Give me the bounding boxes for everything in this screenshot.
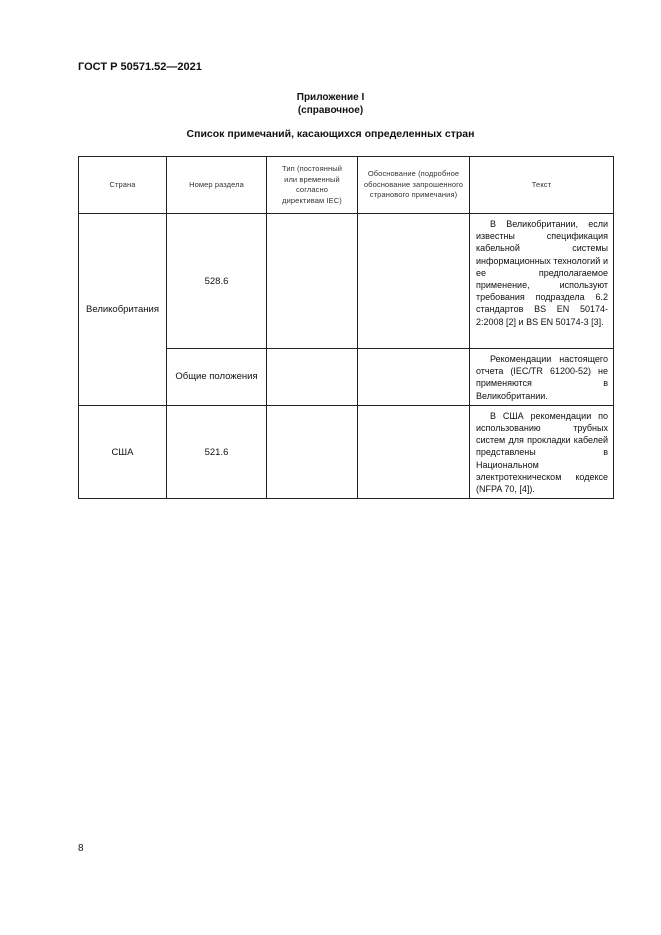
list-title: Список примечаний, касающихся определенных стран: [186, 128, 475, 140]
col-header-justification: Обоснование (подробное обоснование запрошенного странового примечания): [358, 157, 470, 214]
col-header-country: Страна: [79, 157, 167, 214]
col-header-text: Текст: [470, 157, 614, 214]
cell-section: 521.6: [167, 405, 267, 498]
country-notes-table: [78, 156, 614, 499]
appendix-status: (справочное): [297, 105, 364, 116]
appendix-title: Приложение I: [296, 92, 365, 103]
cell-justification: [358, 349, 470, 406]
table-row: [79, 214, 614, 349]
page-number: 8: [78, 843, 84, 854]
cell-section: 528.6: [167, 214, 267, 349]
cell-type: [267, 214, 358, 349]
table-row: [79, 405, 614, 498]
document-code: ГОСТ Р 50571.52—2021: [78, 61, 202, 73]
cell-justification: [358, 214, 470, 349]
cell-type: [267, 349, 358, 406]
cell-section: Общие положения: [167, 349, 267, 406]
cell-country: США: [79, 405, 167, 498]
cell-type: [267, 405, 358, 498]
cell-text: В США рекомендации по использованию трубных систем для прокладки кабелей представлены в Национальном электротехническом кодексе (NFPA 70, [4]).: [470, 405, 614, 498]
col-header-section: Номер раздела: [167, 157, 267, 214]
col-header-type: Тип (постоянный или временный согласно директивам IEC): [267, 157, 358, 214]
cell-text: В Великобритании, если известны спецификация кабельной системы информационных технологий и ее предполагаемое применение, используют требования подраздела 6.2 стандартов BS EN 50174-2:2008 [2] и BS EN 50174-3 [3].: [470, 214, 614, 349]
cell-text: Рекомендации настоящего отчета (IEC/TR 61200-52) не применяются в Великобритании.: [470, 349, 614, 406]
table-header-row: [79, 157, 614, 214]
cell-justification: [358, 405, 470, 498]
cell-country: Великобритания: [79, 214, 167, 406]
